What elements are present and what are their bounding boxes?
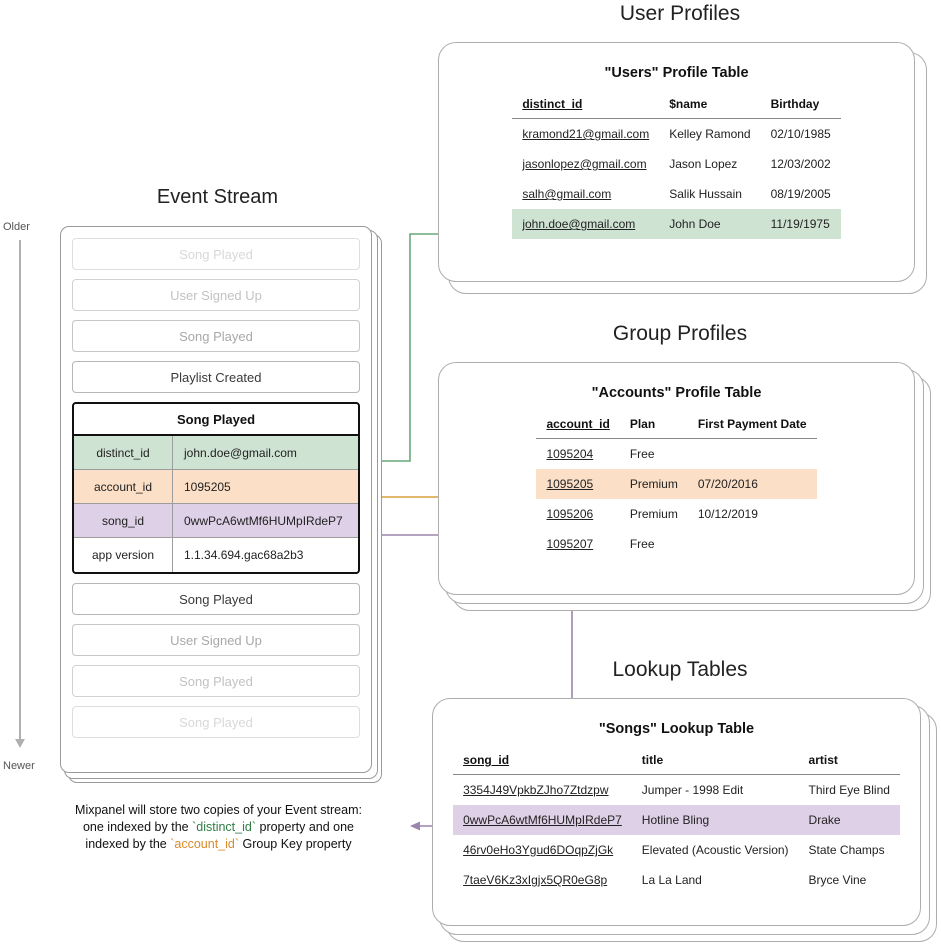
event-property-value: 1.1.34.694.gac68a2b3 (184, 548, 304, 562)
table-row-highlighted[interactable] (536, 469, 816, 499)
list-item[interactable] (72, 583, 360, 615)
event-label: User Signed Up (170, 287, 262, 303)
event-property-key: song_id (74, 504, 173, 537)
cell-name: Kelley Ramond (669, 127, 751, 141)
event-stream-caption (46, 802, 391, 853)
list-item[interactable] (72, 624, 360, 656)
cell-first-payment-date: 10/12/2019 (697, 507, 758, 521)
cell-plan: Premium (629, 507, 678, 521)
caption-line-1: Mixpanel will store two copies of your Event stream: (75, 803, 362, 817)
cell-account-id: 1095206 (546, 507, 594, 521)
event-property-row (74, 538, 358, 572)
cell-account-id: 1095207 (546, 537, 594, 551)
caption-line-3-a: indexed by the (85, 836, 171, 851)
cell-first-payment-date (688, 439, 817, 470)
cell-plan: Premium (620, 469, 688, 499)
event-property-key: app version (74, 538, 173, 572)
event-property-key: account_id (74, 470, 173, 503)
cell-title: Jumper - 1998 Edit (641, 783, 744, 797)
cell-distinct-id: jasonlopez@gmail.com (522, 157, 647, 171)
column-header-birthday: Birthday (761, 95, 841, 119)
table-header-row (453, 751, 900, 775)
table-row[interactable] (536, 499, 816, 529)
cell-artist: State Champs (808, 843, 885, 857)
event-property-row (74, 470, 358, 504)
cell-account-id: 1095205 (536, 469, 619, 499)
section-title-lookup-tables: Lookup Tables (612, 658, 748, 681)
column-header-account-id: account_id (536, 415, 619, 439)
cell-song-id: 3354J49VpkbZJho7Ztdzpw (463, 783, 609, 797)
cell-distinct-id: salh@gmail.com (522, 187, 612, 201)
timeline-label-older: Older (3, 221, 30, 233)
cell-song-id: 46rv0eHo3Ygud6DOqpZjGk (463, 843, 614, 857)
cell-first-payment-date (688, 529, 817, 559)
table-row-highlighted[interactable] (453, 805, 900, 835)
cell-song-id: 0wwPcA6wtMf6HUMpIRdeP7 (453, 805, 632, 835)
event-label: Song Played (179, 591, 253, 607)
table-row[interactable] (453, 865, 900, 895)
event-label: Song Played (179, 673, 253, 689)
table-row[interactable] (512, 149, 840, 179)
users-table (512, 95, 840, 239)
songs-lookup-card-stack (432, 698, 937, 948)
cell-distinct-id: john.doe@gmail.com (512, 209, 659, 239)
table-row[interactable] (536, 529, 816, 559)
cell-birthday: 02/10/1985 (770, 127, 831, 141)
table-row[interactable] (453, 775, 900, 806)
cell-name: Jason Lopez (669, 157, 738, 171)
expanded-event-card[interactable] (72, 402, 360, 574)
cell-birthday: 12/03/2002 (770, 157, 831, 171)
songs-lookup-card (432, 698, 921, 926)
column-header-distinct-id: distinct_id (512, 95, 659, 119)
event-label: Playlist Created (170, 369, 262, 385)
section-title-event-stream: Event Stream (156, 186, 279, 208)
accounts-profile-card-stack (438, 362, 928, 617)
caption-line-2-a: one indexed by the (82, 819, 193, 834)
event-property-row (74, 436, 358, 470)
expanded-event-title: Song Played (74, 404, 358, 436)
table-header-row (536, 415, 816, 439)
accounts-table (536, 415, 816, 559)
users-profile-card-stack (438, 42, 928, 292)
event-property-row (74, 504, 358, 538)
event-property-key: distinct_id (74, 436, 173, 469)
event-stream-card (60, 226, 372, 773)
list-item[interactable] (72, 320, 360, 352)
caption-line-2-c: property and one (256, 819, 355, 834)
cell-name: Salik Hussain (669, 187, 742, 201)
caption-account-id-token: `account_id` (170, 836, 240, 851)
column-header-artist: artist (799, 751, 900, 775)
timeline-label-newer: Newer (3, 760, 35, 772)
cell-title: Elevated (Acoustic Version) (641, 843, 789, 857)
cell-song-id: 7taeV6Kz3xIgjx5QR0eG8p (463, 873, 608, 887)
column-header-song-id: song_id (453, 751, 632, 775)
section-title-group-profiles: Group Profiles (612, 322, 748, 345)
songs-table (453, 751, 900, 895)
users-profile-card (438, 42, 915, 282)
cell-artist: Third Eye Blind (808, 783, 890, 797)
list-item[interactable] (72, 279, 360, 311)
cell-birthday: 08/19/2005 (770, 187, 831, 201)
column-header-name: $name (659, 95, 760, 119)
table-row[interactable] (536, 439, 816, 470)
list-item[interactable] (72, 706, 360, 738)
cell-plan: Free (629, 447, 655, 461)
caption-line-3 (46, 836, 391, 853)
timeline-arrow-icon (19, 240, 21, 740)
cell-artist: Bryce Vine (808, 873, 867, 887)
event-label: Song Played (179, 246, 253, 262)
event-property-value: 0wwPcA6wtMf6HUMpIRdeP7 (184, 513, 343, 528)
caption-line-2 (46, 819, 391, 836)
list-item[interactable] (72, 665, 360, 697)
table-row[interactable] (512, 119, 840, 150)
table-header-row (512, 95, 840, 119)
event-label: User Signed Up (170, 632, 262, 648)
cell-plan: Free (629, 537, 655, 551)
cell-account-id: 1095204 (546, 447, 594, 461)
cell-title: Hotline Bling (632, 805, 799, 835)
event-label: Song Played (179, 328, 253, 344)
table-row[interactable] (512, 179, 840, 209)
event-label: Song Played (179, 714, 253, 730)
column-header-title: title (632, 751, 799, 775)
caption-distinct-id-token: `distinct_id` (192, 819, 257, 834)
cell-first-payment-date: 07/20/2016 (688, 469, 817, 499)
table-row[interactable] (453, 835, 900, 865)
cell-distinct-id: kramond21@gmail.com (522, 127, 650, 141)
accounts-profile-card (438, 362, 915, 595)
section-title-user-profiles: User Profiles (619, 2, 741, 25)
accounts-table-title: "Accounts" Profile Table (591, 385, 762, 401)
table-row-highlighted[interactable] (512, 209, 840, 239)
caption-line-3-c: Group Key property (239, 836, 352, 851)
event-property-value: 1095205 (184, 479, 231, 494)
list-item[interactable] (72, 238, 360, 270)
column-header-plan: Plan (620, 415, 688, 439)
cell-artist: Drake (799, 805, 900, 835)
cell-title: La La Land (641, 873, 702, 887)
users-table-title: "Users" Profile Table (604, 65, 749, 81)
songs-table-title: "Songs" Lookup Table (598, 721, 755, 737)
event-stream-stack (60, 226, 380, 781)
event-property-value: john.doe@gmail.com (184, 445, 297, 460)
cell-birthday: 11/19/1975 (761, 209, 841, 239)
column-header-first-payment-date: First Payment Date (688, 415, 817, 439)
list-item[interactable] (72, 361, 360, 393)
cell-name: John Doe (659, 209, 760, 239)
